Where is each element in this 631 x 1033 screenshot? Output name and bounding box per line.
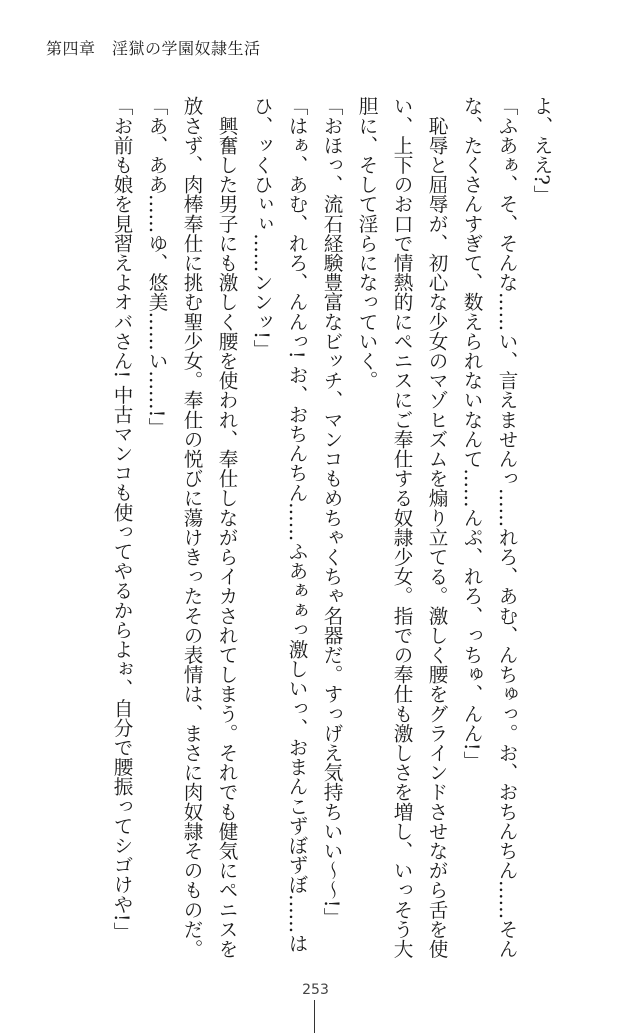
paragraph: 「ふあぁ、そ、そんな……い、言えませんっ……れろ、あむ、んちゅっ。お、おちんちん……そんな、たくさんすぎて、数えられないなんて……んぷ、れろ、っちゅ、んん!」 xyxy=(460,96,518,959)
paragraph: よ、ええ?」 xyxy=(530,96,553,205)
vertical-body-text xyxy=(39,96,559,966)
paragraph: 「お前も娘を見習えよオバさん! 中古マンコも使ってやるからよぉ、自分で腰振ってシゴけや!」 xyxy=(110,96,133,942)
running-header: 第四章 淫獄の学園奴隷生活 xyxy=(46,39,261,58)
paragraph: 「あ、ああ……ゆ、悠美……い……!」 xyxy=(145,96,168,438)
paragraph: 恥辱と屈辱が、初心な少女のマゾヒズムを煽り立てる。激しく腰をグラインドさせながら舌を使い、上下のお口で情熱的にペニスにご奉仕する奴隷少女。指での奉仕も激しさを増し、いっそう大胆に、そして淫らになっていく。 xyxy=(355,96,448,959)
paragraph: 「はぁ、あむ、れろ、んんっ! お、おちんちん……ふあぁぁっ激しいっ、おまんこずぼずぼ……はひ、ッくひぃぃ……ンンッ!」 xyxy=(250,96,308,953)
folio-rule xyxy=(314,1000,315,1033)
paragraph: 興奮した男子にも激しく腰を使われ、奉仕しながらイカされてしまう。それでも健気にペニスを放さず、肉棒奉仕に挑む聖少女。奉仕の悦びに蕩けきったその表情は、まさに肉奴隷そのものだ。 xyxy=(180,96,238,959)
page-number: 253 xyxy=(302,982,329,998)
paragraph: 「おほっ、流石経験豊富なビッチ、マンコもめちゃくちゃ名器だ。すっげえ気持ちいい〜〜!」 xyxy=(320,96,343,928)
